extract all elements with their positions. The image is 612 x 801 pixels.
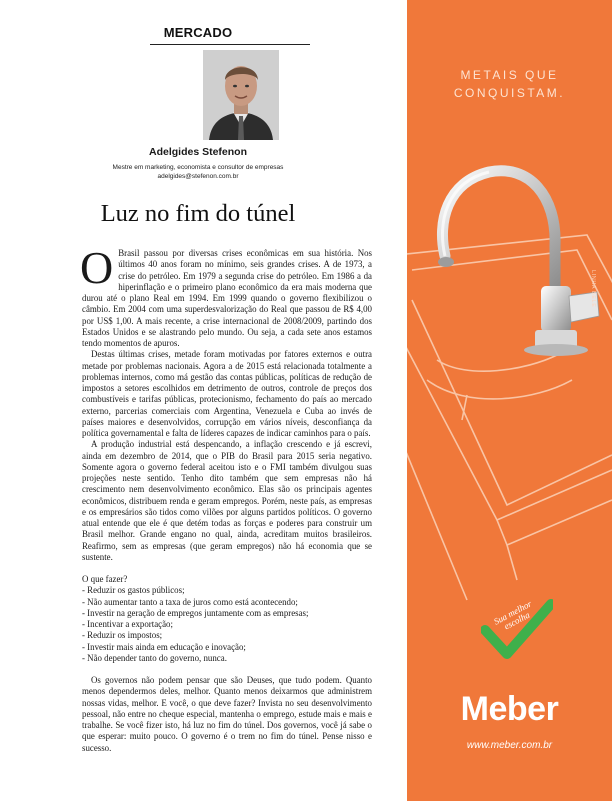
recommendations-list xyxy=(82,574,372,664)
list-item: - Incentivar a exportação; xyxy=(82,619,173,629)
author-bio xyxy=(0,163,396,181)
author-email: adelgides@stefenon.com.br xyxy=(157,173,239,180)
list-item: - Investir mais ainda em educação e inovação; xyxy=(82,641,246,652)
list-item: - Não depender tanto do governo, nunca. xyxy=(82,652,227,663)
brand-logo[interactable]: Meber xyxy=(460,690,559,728)
author-credentials: Mestre em marketing, economista e consultor de empresas xyxy=(112,164,284,171)
advertisement[interactable] xyxy=(407,0,612,801)
paragraph-3: A produção industrial está despencando, a inflação crescendo e já escrevi, ainda em dezembro de 2014, que o PIB do Brasil para 2015 seria negativo. Somente agora o governo federal aceitou isto e o FMI também divulgou suas projeções neste sentido. Tenho dito também que sem empresas não há crescimento nem desenvolvimento econômico. Elas são os principais agentes econômicos, distribuem renda e geram empregos. Porém, neste país, as empresas e os empresários são tidos como vilões por alguns partidos políticos. O governo atual entende que ele é que detém todas as forças e poderes para construir um Brasil melhor. Grande engano no qual, ainda, acreditam muitos brasileiros. Reafirmo, sem as empresas (que geram empregos) não há economia que se sustente. xyxy=(82,439,372,562)
closing-paragraph: Os governos não podem pensar que são Deuses, que tudo podem. Quanto menos dependermos deles, melhor. Quanto menos deixarmos que administrem nossas vidas, melhor. E você, o que deve fazer? Invista no seu desenvolvimento pessoal, não entre no cheque especial, mantenha o emprego, estude mais e mais e trabalhe. Se você fizer isto, há luz no fim do túnel. Dos governos, você já sabe o que esperar: muito pouco. O governo é o trem no fim do túnel. Pense nisso e sucesso. xyxy=(82,675,372,753)
paragraph-1-text: Brasil passou por diversas crises econômicas em sua história. Nos últimos 40 anos foram no mínimo, seis grandes crises. A de 1973, a crise do petróleo. Em 1979 a segunda crise do petróleo. Em 1986 a da hiperinflação e o primeiro plano econômico da era mais moderna que durou até o plano Real em 1994. Em 1999 quando o governo flexibilizou o câmbio. Em 2004 com uma superdesvalorização do Real que passou de R$ 4,00 por US$ 1,00. A mais recente, a crise internacional de 2008/2009, partindo dos Estados Unidos e se alastrando pelo mundo. Ou seja, a cada sete anos estamos tendo momentos de apuros. xyxy=(82,248,372,348)
article-body xyxy=(80,242,372,754)
section-divider xyxy=(150,44,310,45)
list-item: - Investir na geração de empregos juntamente com as empresas; xyxy=(82,607,309,618)
ad-tagline-line1: METAIS QUE xyxy=(460,68,559,82)
list-item: - Reduzir os gastos públicos; xyxy=(82,585,185,596)
author-photo xyxy=(203,50,279,140)
section-label: MERCADO xyxy=(163,25,233,40)
paragraph-1 xyxy=(80,242,372,349)
article-title: Luz no fim do túnel xyxy=(100,200,296,227)
product-line-label: LINHA BELE xyxy=(590,270,596,308)
list-item: - Não aumentar tanto a taxa de juros como está acontecendo; xyxy=(82,596,298,607)
badge-text: Sua melhor escolha xyxy=(492,598,534,632)
list-heading: O que fazer? xyxy=(82,574,128,584)
author-name: Adelgides Stefenon xyxy=(148,146,247,158)
author-portrait-icon xyxy=(203,50,279,140)
list-item: - Reduzir os impostos; xyxy=(82,630,163,641)
paragraph-2: Destas últimas crises, metade foram motivadas por fatores externos e outra metade por problemas nacionais. Agora a de 2015 está relacionada totalmente a problemas internos, como má gestão das contas públicas, políticas de redução de impostos a setores escolhidos em detrimento de outros, controle de preços dos combustíveis e tarifas públicas, protecionismo, fechamento do país ao mercado externo, parcerias comerciais com Argentina, Venezuela e Cuba ao invés de países maiores e desenvolvidos, corrupção em vários níveis, desconfiança da política governamental e falta de líderes capazes de indicar caminhos para o país. xyxy=(82,349,372,438)
brand-url-link[interactable]: www.meber.com.br xyxy=(466,740,553,751)
ad-tagline-line2: CONQUISTAM. xyxy=(453,86,566,100)
faucet-icon xyxy=(407,0,612,801)
drop-cap: O xyxy=(80,242,114,293)
